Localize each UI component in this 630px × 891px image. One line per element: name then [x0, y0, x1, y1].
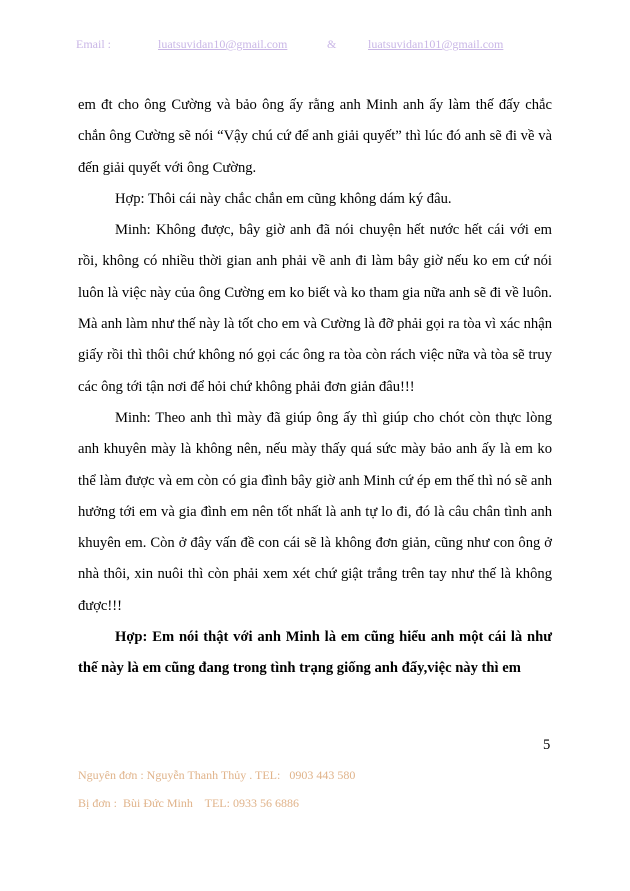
email-link-1[interactable]: luatsuvidan10@gmail.com	[158, 37, 288, 51]
paragraph-minh-2: Minh: Theo anh thì mày đã giúp ông ấy thì giúp cho chót còn thực lòng anh khuyên mày là không nên, nếu mày thấy quá sức mày bảo anh ấy là em ko thể làm được và em còn có gia đình bây giờ anh Minh cứ ép em thế thì nó sẽ anh hưởng tới em và gia đình em nên tốt nhất là anh tự lo đi, đó là câu chân tình anh khuyên em. Còn ở đây vấn đề con cái sẽ là không đơn giản, cũng như con ông ở nhà thôi, xin nuôi thì còn phải xem xét chứ giật trắng trên tay như thế là không được!!!	[78, 409, 552, 614]
page-number: 5	[543, 737, 551, 753]
paragraph-hop-2: Hợp: Em nói thật với anh Minh là em cũng hiểu anh một cái là như thế này là em cũng đang trong tình trạng giống anh đấy,việc này thì em	[78, 629, 552, 677]
footer-defendant: Bị đơn : Bùi Đức Minh TEL: 0933 56 6886	[78, 796, 299, 810]
paragraph-hop-1: Hợp: Thôi cái này chắc chắn em cũng không dám ký đâu.	[115, 190, 452, 207]
page-header	[0, 37, 630, 53]
paragraph-continuation: em đt cho ông Cường và bảo ông ấy rằng anh Minh anh ấy làm thế đấy chắc chắn ông Cường sẽ nói “Vậy chú cứ để anh giải quyết” thì lúc đó anh sẽ đi về và đến giải quyết với ông Cường.	[78, 97, 552, 176]
email-label: Email :	[76, 37, 111, 51]
document-body	[78, 90, 552, 685]
paragraph-minh-1: Minh: Không được, bây giờ anh đã nói chuyện hết nước hết cái với em rồi, không có nhiều thời gian anh phải về anh đi làm bây giờ nếu ko em cứ nói luôn là việc này của ông Cường em ko biết và ko tham gia nữa anh sẽ đi về luôn. Mà anh làm như thế này là tốt cho em và Cường là đỡ phải gọi ra tòa vì xác nhận giấy rồi thì thôi chứ không nó gọi các ông ra tòa còn rách việc nữa và tòa sẽ truy các ông tới tận nơi để hỏi chứ không phải đơn giản đâu!!!	[78, 222, 552, 395]
ampersand: &	[327, 37, 337, 51]
footer-plaintiff: Nguyên đơn : Nguyễn Thanh Thủy . TEL: 0903 443 580	[78, 768, 356, 782]
email-link-2[interactable]: luatsuvidan101@gmail.com	[368, 37, 504, 51]
